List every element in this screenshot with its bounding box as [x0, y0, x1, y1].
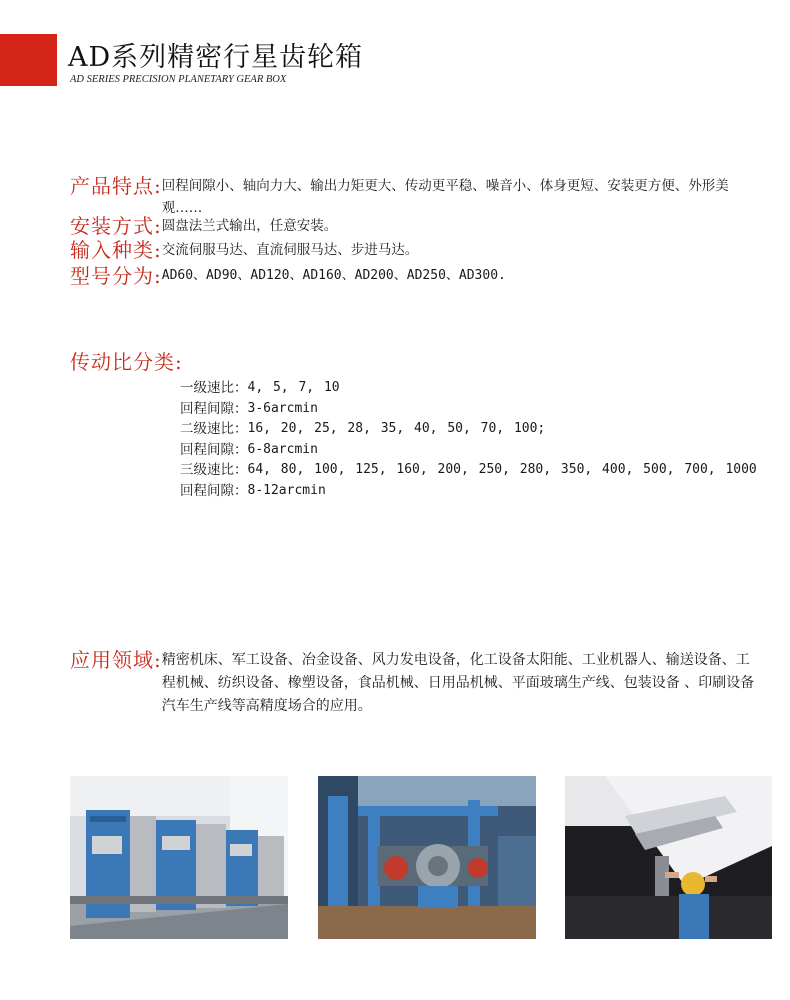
feature-text: AD60、AD90、AD120、AD160、AD200、AD250、AD300.	[161, 268, 506, 283]
ratio-line	[180, 419, 770, 440]
photo-gantry-worker	[565, 776, 772, 939]
ratio-label: 二级速比：	[180, 421, 248, 437]
feature-label: 安装方式:	[70, 214, 162, 238]
page-title: AD系列精密行星齿轮箱	[68, 42, 364, 73]
ratio-line	[180, 460, 770, 481]
ratio-value: 6-8arcmin	[247, 441, 318, 457]
ratio-section-title: 传动比分类:	[70, 350, 183, 374]
photo-assembly-line	[318, 776, 536, 939]
applications-label: 应用领域:	[70, 648, 162, 672]
feature-text: 圆盘法兰式输出，任意安装。	[161, 218, 338, 234]
feature-row-characteristics	[70, 174, 767, 219]
ratio-value: 4, 5, 7, 10	[247, 380, 340, 395]
page-subtitle: AD SERIES PRECISION PLANETARY GEAR BOX	[70, 74, 287, 85]
ratio-list	[180, 378, 770, 501]
feature-label: 产品特点:	[70, 174, 162, 198]
ratio-value: 3-6arcmin	[247, 400, 318, 416]
ratio-line	[180, 440, 770, 461]
feature-row-models	[70, 264, 506, 288]
applications-text: 精密机床、军工设备、冶金设备、风力发电设备，化工设备太阳能、工业机器人、输送设备、工程机械、纺织设备、橡塑设备，食品机械、日用品机械、平面玻璃生产线、包装设备 、印刷设备汽车生产线等高精度场合的应用。	[161, 652, 755, 714]
ratio-value: 16, 20, 25, 28, 35, 40, 50, 70, 100;	[247, 421, 546, 436]
feature-label: 型号分为:	[70, 264, 162, 288]
ratio-line	[180, 399, 770, 420]
feature-text: 回程间隙小、轴向力大、输出力矩更大、传动更平稳、噪音小、体身更短、安装更方便、外形美观……	[161, 178, 729, 216]
header-red-block	[0, 34, 57, 86]
photo-printing-press	[70, 776, 288, 939]
applications-row	[70, 648, 762, 718]
ratio-line	[180, 481, 770, 502]
feature-row-input-types	[70, 238, 418, 262]
ratio-value: 64, 80, 100, 125, 160, 200, 250, 280, 350, 400, 500, 700, 1000	[247, 462, 757, 477]
ratio-label: 回程间隙：	[180, 400, 248, 417]
ratio-label: 回程间隙：	[180, 441, 248, 458]
ratio-line	[180, 378, 770, 399]
ratio-label: 回程间隙：	[180, 482, 248, 499]
ratio-label: 三级速比：	[180, 462, 248, 478]
feature-label: 输入种类:	[70, 238, 162, 262]
ratio-value: 8-12arcmin	[247, 482, 326, 498]
feature-text: 交流伺服马达、直流伺服马达、步进马达。	[161, 242, 419, 258]
ratio-label: 一级速比：	[180, 380, 248, 396]
feature-row-installation	[70, 214, 337, 238]
